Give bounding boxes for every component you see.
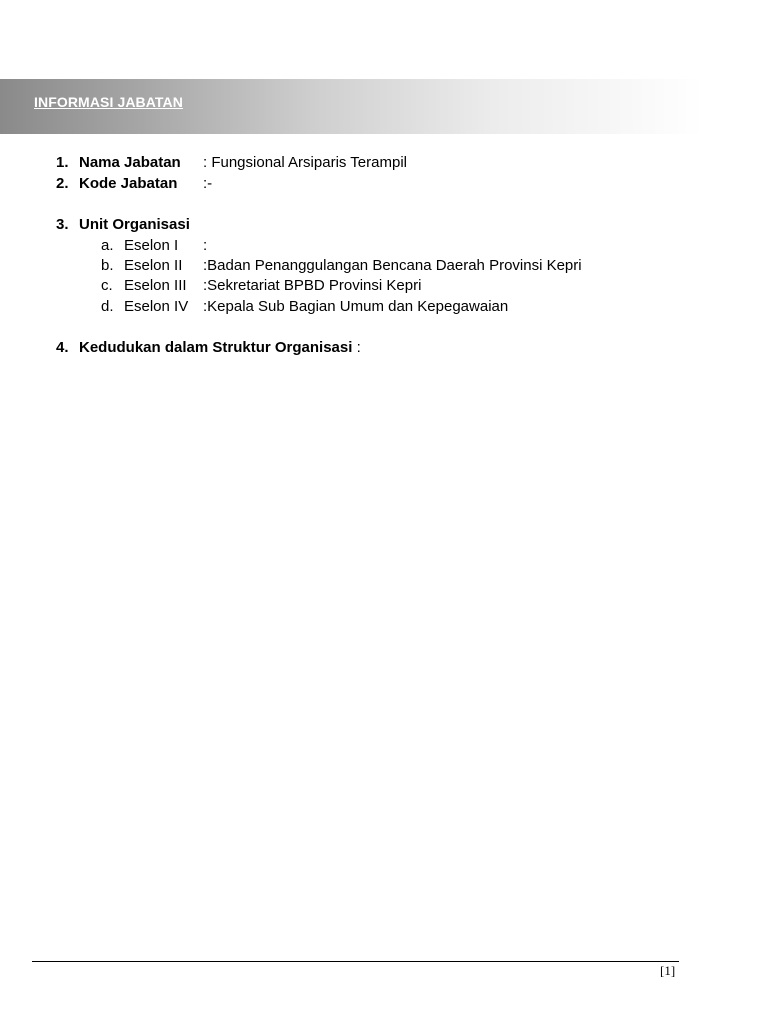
sub-label: Eselon I: [124, 237, 179, 254]
field-label: Unit Organisasi: [79, 216, 190, 233]
page-number: [1]: [660, 963, 676, 978]
section-title: INFORMASI JABATAN: [34, 94, 183, 110]
sub-letter: d.: [101, 298, 114, 315]
sub-value: :: [203, 237, 208, 254]
sub-label: Eselon II: [124, 257, 183, 274]
item-number: 4.: [56, 339, 69, 356]
field-label: Kedudukan dalam Struktur Organisasi: [79, 339, 353, 356]
item-number: 2.: [56, 175, 69, 192]
footer-divider: [32, 961, 679, 962]
item-number: 1.: [56, 154, 69, 171]
sub-letter: a.: [101, 237, 114, 254]
field-label: Kode Jabatan: [79, 175, 178, 192]
field-value: : Fungsional Arsiparis Terampil: [203, 154, 407, 171]
field-label-group: [79, 338, 361, 358]
field-label: Nama Jabatan: [79, 154, 181, 171]
sub-label: Eselon III: [124, 277, 187, 294]
sub-value: :Sekretariat BPBD Provinsi Kepri: [203, 277, 422, 294]
label-colon: :: [352, 339, 361, 356]
field-value: :-: [203, 175, 213, 192]
sub-label: Eselon IV: [124, 298, 189, 315]
sub-value: :Badan Penanggulangan Bencana Daerah Provinsi Kepri: [203, 257, 582, 274]
item-number: 3.: [56, 216, 69, 233]
sub-letter: b.: [101, 257, 114, 274]
sub-letter: c.: [101, 277, 113, 294]
sub-value: :Kepala Sub Bagian Umum dan Kepegawaian: [203, 298, 509, 315]
